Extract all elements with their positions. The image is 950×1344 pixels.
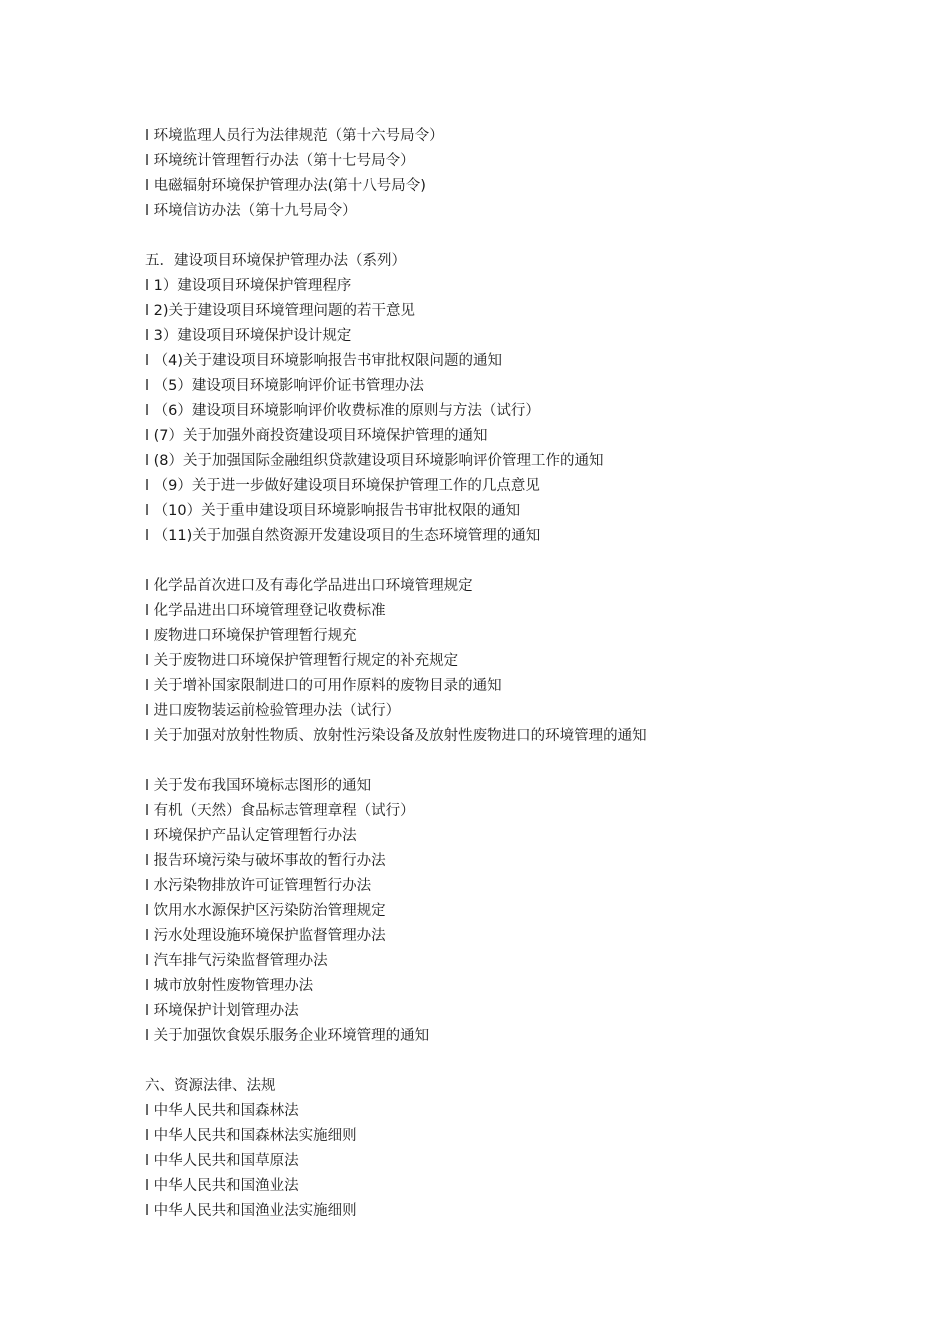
paragraph-gap (145, 1049, 905, 1074)
list-item: l 2)关于建设项目环境管理问题的若干意见 (145, 303, 416, 319)
list-item: l 化学品进出口环境管理登记收费标准 (145, 603, 386, 619)
list-item: l 环境信访办法（第十九号局令） (145, 203, 357, 219)
list-item: l 污水处理设施环境保护监督管理办法 (145, 928, 386, 944)
paragraph-gap (145, 749, 905, 774)
list-item: l （5）建设项目环境影响评价证书管理办法 (145, 378, 424, 394)
list-item: l 水污染物排放许可证管理暂行办法 (145, 878, 372, 894)
list-item: l 进口废物装运前检验管理办法（试行） (145, 703, 401, 719)
section-heading: 六、资源法律、法规 (145, 1078, 276, 1094)
list-item: l 电磁辐射环境保护管理办法(第十八号局令) (145, 178, 426, 194)
list-item: l 关于加强饮食娱乐服务企业环境管理的通知 (145, 1028, 430, 1044)
list-item: l 关于发布我国环境标志图形的通知 (145, 778, 372, 794)
list-item: l (7）关于加强外商投资建设项目环境保护管理的通知 (145, 428, 488, 444)
list-item: l （4)关于建设项目环境影响报告书审批权限问题的通知 (145, 353, 503, 369)
list-item: l 城市放射性废物管理办法 (145, 978, 314, 994)
list-item: l (8）关于加强国际金融组织贷款建设项目环境影响评价管理工作的通知 (145, 453, 604, 469)
paragraph-gap (145, 224, 905, 249)
list-item: l 饮用水水源保护区污染防治管理规定 (145, 903, 386, 919)
list-item: l （10）关于重申建设项目环境影响报告书审批权限的通知 (145, 503, 521, 519)
list-item: l 有机（天然）食品标志管理章程（试行） (145, 803, 415, 819)
list-item: l 环境统计管理暂行办法（第十七号局令） (145, 153, 415, 169)
list-item: l 中华人民共和国森林法 (145, 1103, 299, 1119)
list-item: l 环境监理人员行为法律规范（第十六号局令） (145, 128, 444, 144)
list-item: l 环境保护产品认定管理暂行办法 (145, 828, 357, 844)
list-item: l 中华人民共和国渔业法 (145, 1178, 299, 1194)
list-item: l 关于加强对放射性物质、放射性污染设备及放射性废物进口的环境管理的通知 (145, 728, 647, 744)
list-item: l 中华人民共和国森林法实施细则 (145, 1128, 357, 1144)
list-item: l 关于废物进口环境保护管理暂行规定的补充规定 (145, 653, 459, 669)
list-item: l 3）建设项目环境保护设计规定 (145, 328, 352, 344)
list-item: l （9）关于进一步做好建设项目环境保护管理工作的几点意见 (145, 478, 540, 494)
list-item: l 1）建设项目环境保护管理程序 (145, 278, 352, 294)
list-item: l 报告环境污染与破坏事故的暂行办法 (145, 853, 386, 869)
list-item: l （11)关于加强自然资源开发建设项目的生态环境管理的通知 (145, 528, 541, 544)
list-item: l 环境保护计划管理办法 (145, 1003, 299, 1019)
list-item: l 中华人民共和国渔业法实施细则 (145, 1203, 357, 1219)
list-item: l 汽车排气污染监督管理办法 (145, 953, 328, 969)
list-item: l （6）建设项目环境影响评价收费标准的原则与方法（试行） (145, 403, 540, 419)
list-item: l 废物进口环境保护管理暂行规充 (145, 628, 357, 644)
list-item: l 关于增补国家限制进口的可用作原料的废物目录的通知 (145, 678, 502, 694)
list-item: l 化学品首次进口及有毒化学品进出口环境管理规定 (145, 578, 473, 594)
list-item: l 中华人民共和国草原法 (145, 1153, 299, 1169)
paragraph-gap (145, 549, 905, 574)
document-body (145, 124, 905, 1224)
section-heading: 五．建设项目环境保护管理办法（系列） (145, 253, 406, 269)
